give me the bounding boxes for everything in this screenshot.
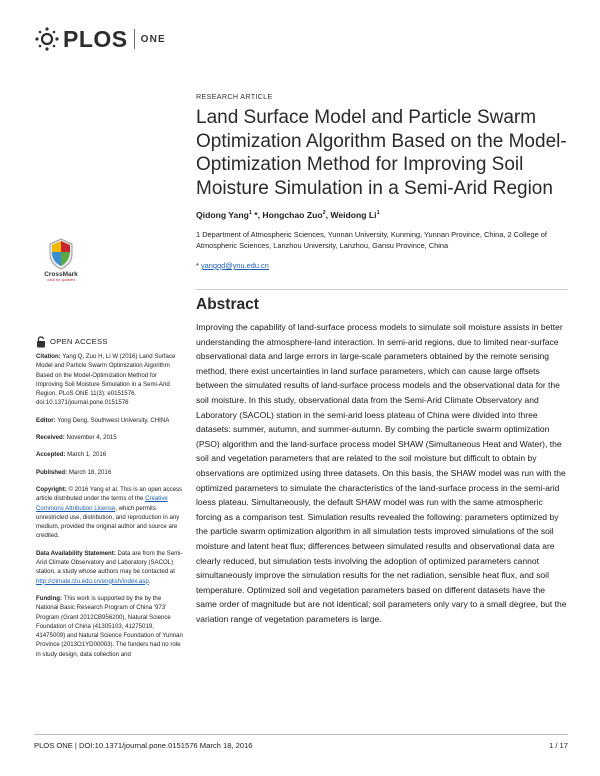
- open-access-badge: [36, 336, 184, 348]
- editor-label: Editor:: [36, 416, 56, 424]
- accepted-block: [36, 450, 184, 459]
- author-name[interactable]: Qidong Yang: [196, 210, 249, 220]
- crossmark-sub: click for updates: [47, 278, 75, 282]
- crossmark-label: CrossMark: [44, 271, 78, 278]
- abstract-heading: Abstract: [196, 296, 259, 313]
- article-type: RESEARCH ARTICLE: [196, 92, 273, 101]
- brand-name: PLOS: [63, 25, 128, 52]
- editor-block: [36, 416, 184, 425]
- author-sep: ,: [325, 210, 331, 220]
- affiliation-number: 2: [507, 230, 512, 239]
- affiliations: [196, 230, 568, 251]
- published-block: [36, 468, 184, 477]
- author-name[interactable]: Weidong Li: [330, 210, 377, 220]
- page-number: 1 / 17: [549, 741, 568, 750]
- copyright-text-end: , which permits unrestricted use, distribution, and reproduction in any medium, provided the original author and source are credited.: [36, 504, 180, 540]
- data-availability-label: Data Availability Statement:: [36, 549, 116, 557]
- author-name[interactable]: Hongchao Zuo: [262, 210, 323, 220]
- citation-block: [36, 352, 184, 408]
- copyright-label: Copyright:: [36, 485, 67, 493]
- affiliation-text: College of Atmospheric Sciences, Lanzhou University, Lanzhou, Gansu Province, China: [196, 230, 547, 250]
- data-availability-text: Data are from the Semi-Arid Climate Observatory and Laboratory (SACOL) station, a study whose authors may be contacted at: [36, 549, 183, 576]
- accepted-label: Accepted:: [36, 451, 66, 459]
- funding-text: This work is supported by the by the National Basic Research Program of China '973' Program (Grant 2012CB956200), Natural Science Foundation of China (41305103, 41275019, 41475009) and Natural Science Foundation of Yunnan Province (2013O1YD00003). The funders had no role in study design, data collection and: [36, 594, 183, 658]
- journal-name: ONE: [140, 33, 166, 45]
- copyright-block: [36, 485, 184, 541]
- author-sup: 1: [248, 210, 252, 217]
- crossmark-icon: [48, 238, 74, 270]
- funding-block: [36, 594, 184, 659]
- license-link[interactable]: Creative Commons Attribution License: [36, 495, 168, 512]
- open-lock-icon: [36, 336, 46, 348]
- published-date: March 18, 2016: [68, 468, 112, 476]
- corresponding-mark: *: [196, 261, 199, 270]
- abstract-divider: [196, 289, 568, 290]
- citation-label: Citation:: [36, 353, 61, 360]
- received-block: [36, 433, 184, 442]
- published-label: Published:: [36, 468, 68, 476]
- data-availability-end: .: [148, 577, 151, 585]
- journal-logo: [34, 25, 166, 53]
- logo-divider: [134, 29, 135, 49]
- corresponding-email-link[interactable]: yangqd@ynu.edu.cn: [200, 261, 269, 270]
- data-availability-block: [36, 549, 184, 586]
- copyright-text: © 2016 Yang et al. This is an open access article distributed under the terms of the: [36, 485, 183, 503]
- crossmark-badge[interactable]: [36, 238, 86, 282]
- abstract-text: Improving the capability of land-surface process models to simulate soil moisture assists in better understanding the atmosphere-land interaction. In semi-arid regions, due to limited near-surface observational data and large errors in large-scale parameters obtained by the remote sensing method, there exist uncertainties in land surface parameters, which can cause large offsets between the simulated results of land-surface process models and the observational data for the soil moisture. In this study, observational data from the Semi-Arid Climate Observatory and Laboratory (SACOL) station in the semi-arid loess plateau of China were divided into three datasets: summer, autumn, and summer-autumn. By combing the particle swarm optimization (PSO) algorithm and the land-surface process model SHAW (Simultaneous Heat and Water), the soil and vegetation parameters that are related to the soil moisture but difficult to obtain by observations are optimized using three datasets. On this basis, the SHAW model was run with the optimized parameters to simulate the characteristics of the land-surface process in the semi-arid loess plateau. Simultaneously, the default SHAW model was run with the same atmospheric forcing as a comparison test. Simulation results revealed the following: parameters optimized by the particle swarm optimization algorithm in all simulation tests improved simulations of the soil moisture and latent heat flux; differences between simulated results and observational data are clearly reduced, but simulation tests involving the adoption of optimized parameters cannot simultaneously improve the simulation results for the net radiation, sensible heat flux, and soil temperature. Optimized soil and vegetation parameters based on different datasets have the same order of magnitude but are not identical; soil parameters only vary to a small degree, but the variation range of vegetation parameters is large.: [196, 322, 567, 624]
- footer-divider: [34, 734, 568, 735]
- author-sup: 1: [376, 210, 380, 217]
- data-availability-link[interactable]: http://climate.lzu.edu.cn/english/index.asp: [36, 577, 149, 585]
- corresponding-author: [196, 261, 568, 270]
- received-date: November 4, 2015: [66, 434, 117, 442]
- author-sep: *,: [251, 210, 263, 220]
- accepted-date: March 1, 2016: [67, 451, 107, 459]
- funding-label: Funding:: [36, 594, 63, 602]
- affiliation-text: Department of Atmospheric Sciences, Yunnan University, Kunming, Yunnan Province, China,: [202, 230, 506, 239]
- editor-text: Yong Deng, Southwest University, CHINA: [57, 416, 170, 424]
- article-title: Land Surface Model and Particle Swarm Optimization Algorithm Based on the Model-Optimization Method for Improving Soil Moisture Simulation in a Semi-Arid Region: [196, 107, 567, 199]
- footer-citation: PLOS ONE | DOI:10.1371/journal.pone.0151576 March 18, 2016: [34, 741, 253, 750]
- author-list: [196, 210, 568, 220]
- received-label: Received:: [36, 434, 65, 442]
- citation-text: Yang Q, Zuo H, Li W (2016) Land Surface Model and Particle Swarm Optimization Algorithm Based on the Model-Optimization Method for Improving Soil Moisture Simulation in a Semi-Arid Region. PLoS ONE 11(3): e0151576. doi:10.1371/journal.pone.0151576: [36, 353, 176, 407]
- plos-logo-icon: [34, 26, 60, 52]
- affiliation-number: 1: [196, 230, 201, 239]
- author-sup: 2: [322, 210, 326, 217]
- open-access-label: OPEN ACCESS: [50, 337, 108, 347]
- article-metadata: [36, 352, 184, 667]
